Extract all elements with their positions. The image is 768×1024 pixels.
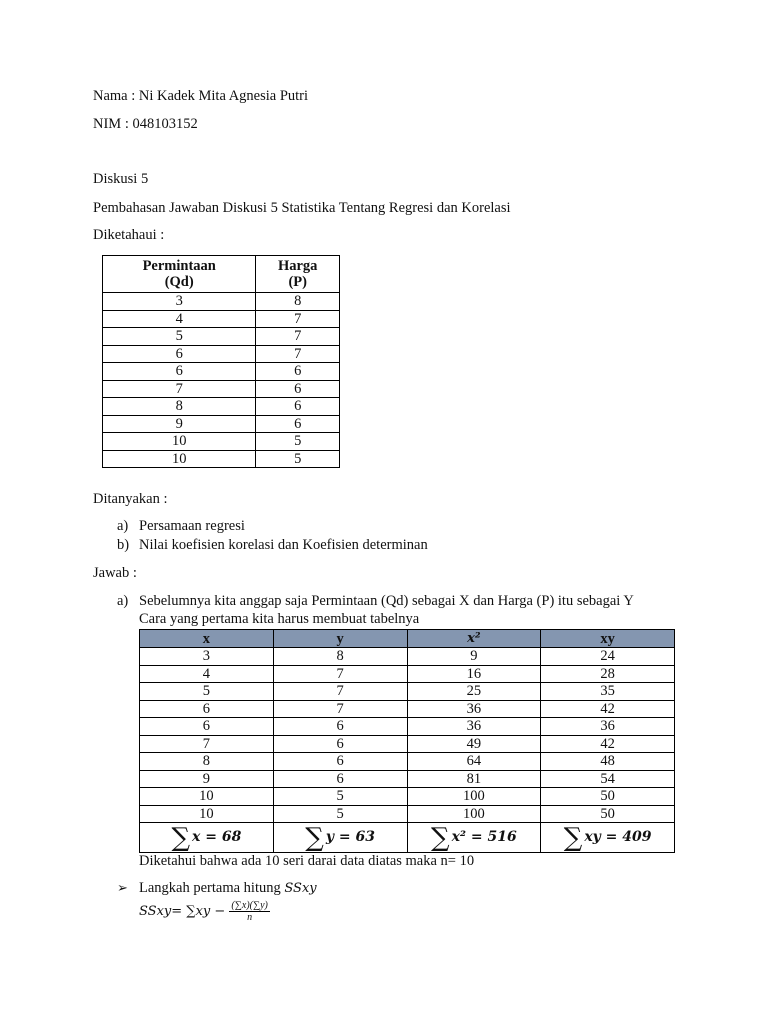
table-row	[140, 735, 675, 753]
table-cell: 8	[140, 753, 274, 771]
table-cell: 28	[541, 665, 675, 683]
table-cell: 5	[103, 328, 256, 346]
table-row	[140, 770, 675, 788]
table-cell: 6	[256, 398, 340, 416]
table-cell: 16	[407, 665, 541, 683]
ditanyakan-label: Ditanyakan :	[93, 491, 168, 507]
table-cell: 5	[256, 450, 340, 468]
table-row	[140, 683, 675, 701]
table-row	[103, 450, 340, 468]
table-cell: 36	[407, 700, 541, 718]
table-row	[140, 648, 675, 666]
table-cell: 7	[256, 310, 340, 328]
nama-line: Nama : Ni Kadek Mita Agnesia Putri	[93, 88, 309, 104]
table-cell: 4	[140, 665, 274, 683]
table-cell: 9	[103, 415, 256, 433]
table-cell: 7	[103, 380, 256, 398]
sum-row	[140, 823, 675, 853]
table-row	[140, 718, 675, 736]
table-cell: 36	[541, 718, 675, 736]
answer-a-line1: Sebelumnya kita anggap saja Permintaan (Qd) sebagai X dan Harga (P) itu sebagai Y	[139, 593, 634, 609]
arrow-bullet-icon: ➢	[117, 880, 128, 895]
column-header-harga: Harga (P)	[256, 256, 340, 293]
column-header-x: x	[140, 630, 274, 648]
column-header-permintaan: Permintaan (Qd)	[103, 256, 256, 293]
table-cell: 64	[407, 753, 541, 771]
formula-fraction	[229, 900, 269, 923]
table-cell: 3	[140, 648, 274, 666]
column-header-xy: xy	[541, 630, 675, 648]
table-row	[103, 398, 340, 416]
table-cell: 100	[407, 805, 541, 823]
question-a-marker: a)	[117, 518, 129, 534]
table-row	[103, 293, 340, 311]
table-cell: 10	[140, 788, 274, 806]
table-cell: 3	[103, 293, 256, 311]
table-cell: 50	[541, 805, 675, 823]
table-cell: 35	[541, 683, 675, 701]
nim-line: NIM : 048103152	[93, 116, 198, 132]
langkah-text: Langkah pertama hitung	[139, 880, 285, 896]
question-a-text: Persamaan regresi	[139, 518, 245, 534]
table-cell: 4	[103, 310, 256, 328]
table-cell: 100	[407, 788, 541, 806]
sum-xy: ∑ xy = 409	[541, 823, 675, 853]
diketahui-label: Diketahaui :	[93, 227, 165, 243]
table-cell: 6	[103, 345, 256, 363]
table-cell: 81	[407, 770, 541, 788]
table-row	[140, 700, 675, 718]
table-cell: 7	[256, 328, 340, 346]
table-cell: 24	[541, 648, 675, 666]
table-cell: 10	[103, 450, 256, 468]
diskusi-title: Diskusi 5	[93, 171, 149, 187]
table-cell: 54	[541, 770, 675, 788]
table-cell: 5	[140, 683, 274, 701]
formula-numerator: (∑x)(∑y)	[231, 900, 268, 911]
table-cell: 6	[256, 415, 340, 433]
table-cell: 7	[273, 665, 407, 683]
table-cell: 6	[140, 700, 274, 718]
formula-denominator: n	[247, 912, 253, 923]
table-cell: 6	[273, 718, 407, 736]
sum-y: ∑ y = 63	[273, 823, 407, 853]
question-b-text: Nilai koefisien korelasi dan Koefisien determinan	[139, 537, 428, 553]
column-header-x-squared: x²	[407, 630, 541, 648]
table-cell: 6	[140, 718, 274, 736]
table-cell: 48	[541, 753, 675, 771]
sum-x-squared: ∑ x² = 516	[407, 823, 541, 853]
table-cell: 36	[407, 718, 541, 736]
table-row	[140, 753, 675, 771]
table-row	[103, 345, 340, 363]
table-cell: 6	[273, 735, 407, 753]
table-cell: 7	[256, 345, 340, 363]
table-row	[103, 380, 340, 398]
table-cell: 6	[103, 363, 256, 381]
table-cell: 10	[140, 805, 274, 823]
column-header-y: y	[273, 630, 407, 648]
table-row	[140, 788, 675, 806]
table-row	[140, 665, 675, 683]
jawab-label: Jawab :	[93, 565, 137, 581]
answer-a-line2: Cara yang pertama kita harus membuat tabelnya	[139, 611, 420, 627]
table-cell: 7	[273, 683, 407, 701]
table-cell: 49	[407, 735, 541, 753]
table-row	[103, 433, 340, 451]
table-cell: 5	[273, 805, 407, 823]
table-cell: 42	[541, 700, 675, 718]
table-cell: 10	[103, 433, 256, 451]
table-cell: 5	[256, 433, 340, 451]
data-table	[102, 255, 340, 468]
table-cell: 7	[140, 735, 274, 753]
formula-sum: ∑xy −	[186, 903, 230, 919]
table-cell: 6	[256, 380, 340, 398]
table-row	[103, 310, 340, 328]
answer-a-marker: a)	[117, 593, 129, 609]
table-cell: 6	[256, 363, 340, 381]
table-cell: 9	[407, 648, 541, 666]
formula-line	[139, 900, 270, 923]
table-cell: 8	[273, 648, 407, 666]
table-row	[103, 363, 340, 381]
table-cell: 50	[541, 788, 675, 806]
question-b-marker: b)	[117, 537, 130, 553]
table-cell: 8	[256, 293, 340, 311]
table-row	[140, 805, 675, 823]
table-cell: 8	[103, 398, 256, 416]
seri-note: Diketahui bahwa ada 10 seri darai data diatas maka n= 10	[139, 853, 475, 869]
pembahasan-line: Pembahasan Jawaban Diskusi 5 Statistika Tentang Regresi dan Korelasi	[93, 200, 511, 216]
langkah-variable: SSxy	[284, 881, 317, 896]
regression-table	[139, 629, 675, 853]
langkah-line	[139, 880, 317, 897]
table-cell: 9	[140, 770, 274, 788]
table-cell: 25	[407, 683, 541, 701]
table-row	[103, 328, 340, 346]
sum-x: ∑ x = 68	[140, 823, 274, 853]
table-row	[103, 415, 340, 433]
table-cell: 7	[273, 700, 407, 718]
formula-lhs: SSxy=	[139, 903, 187, 919]
table-cell: 6	[273, 753, 407, 771]
table-cell: 5	[273, 788, 407, 806]
table-cell: 6	[273, 770, 407, 788]
table-cell: 42	[541, 735, 675, 753]
